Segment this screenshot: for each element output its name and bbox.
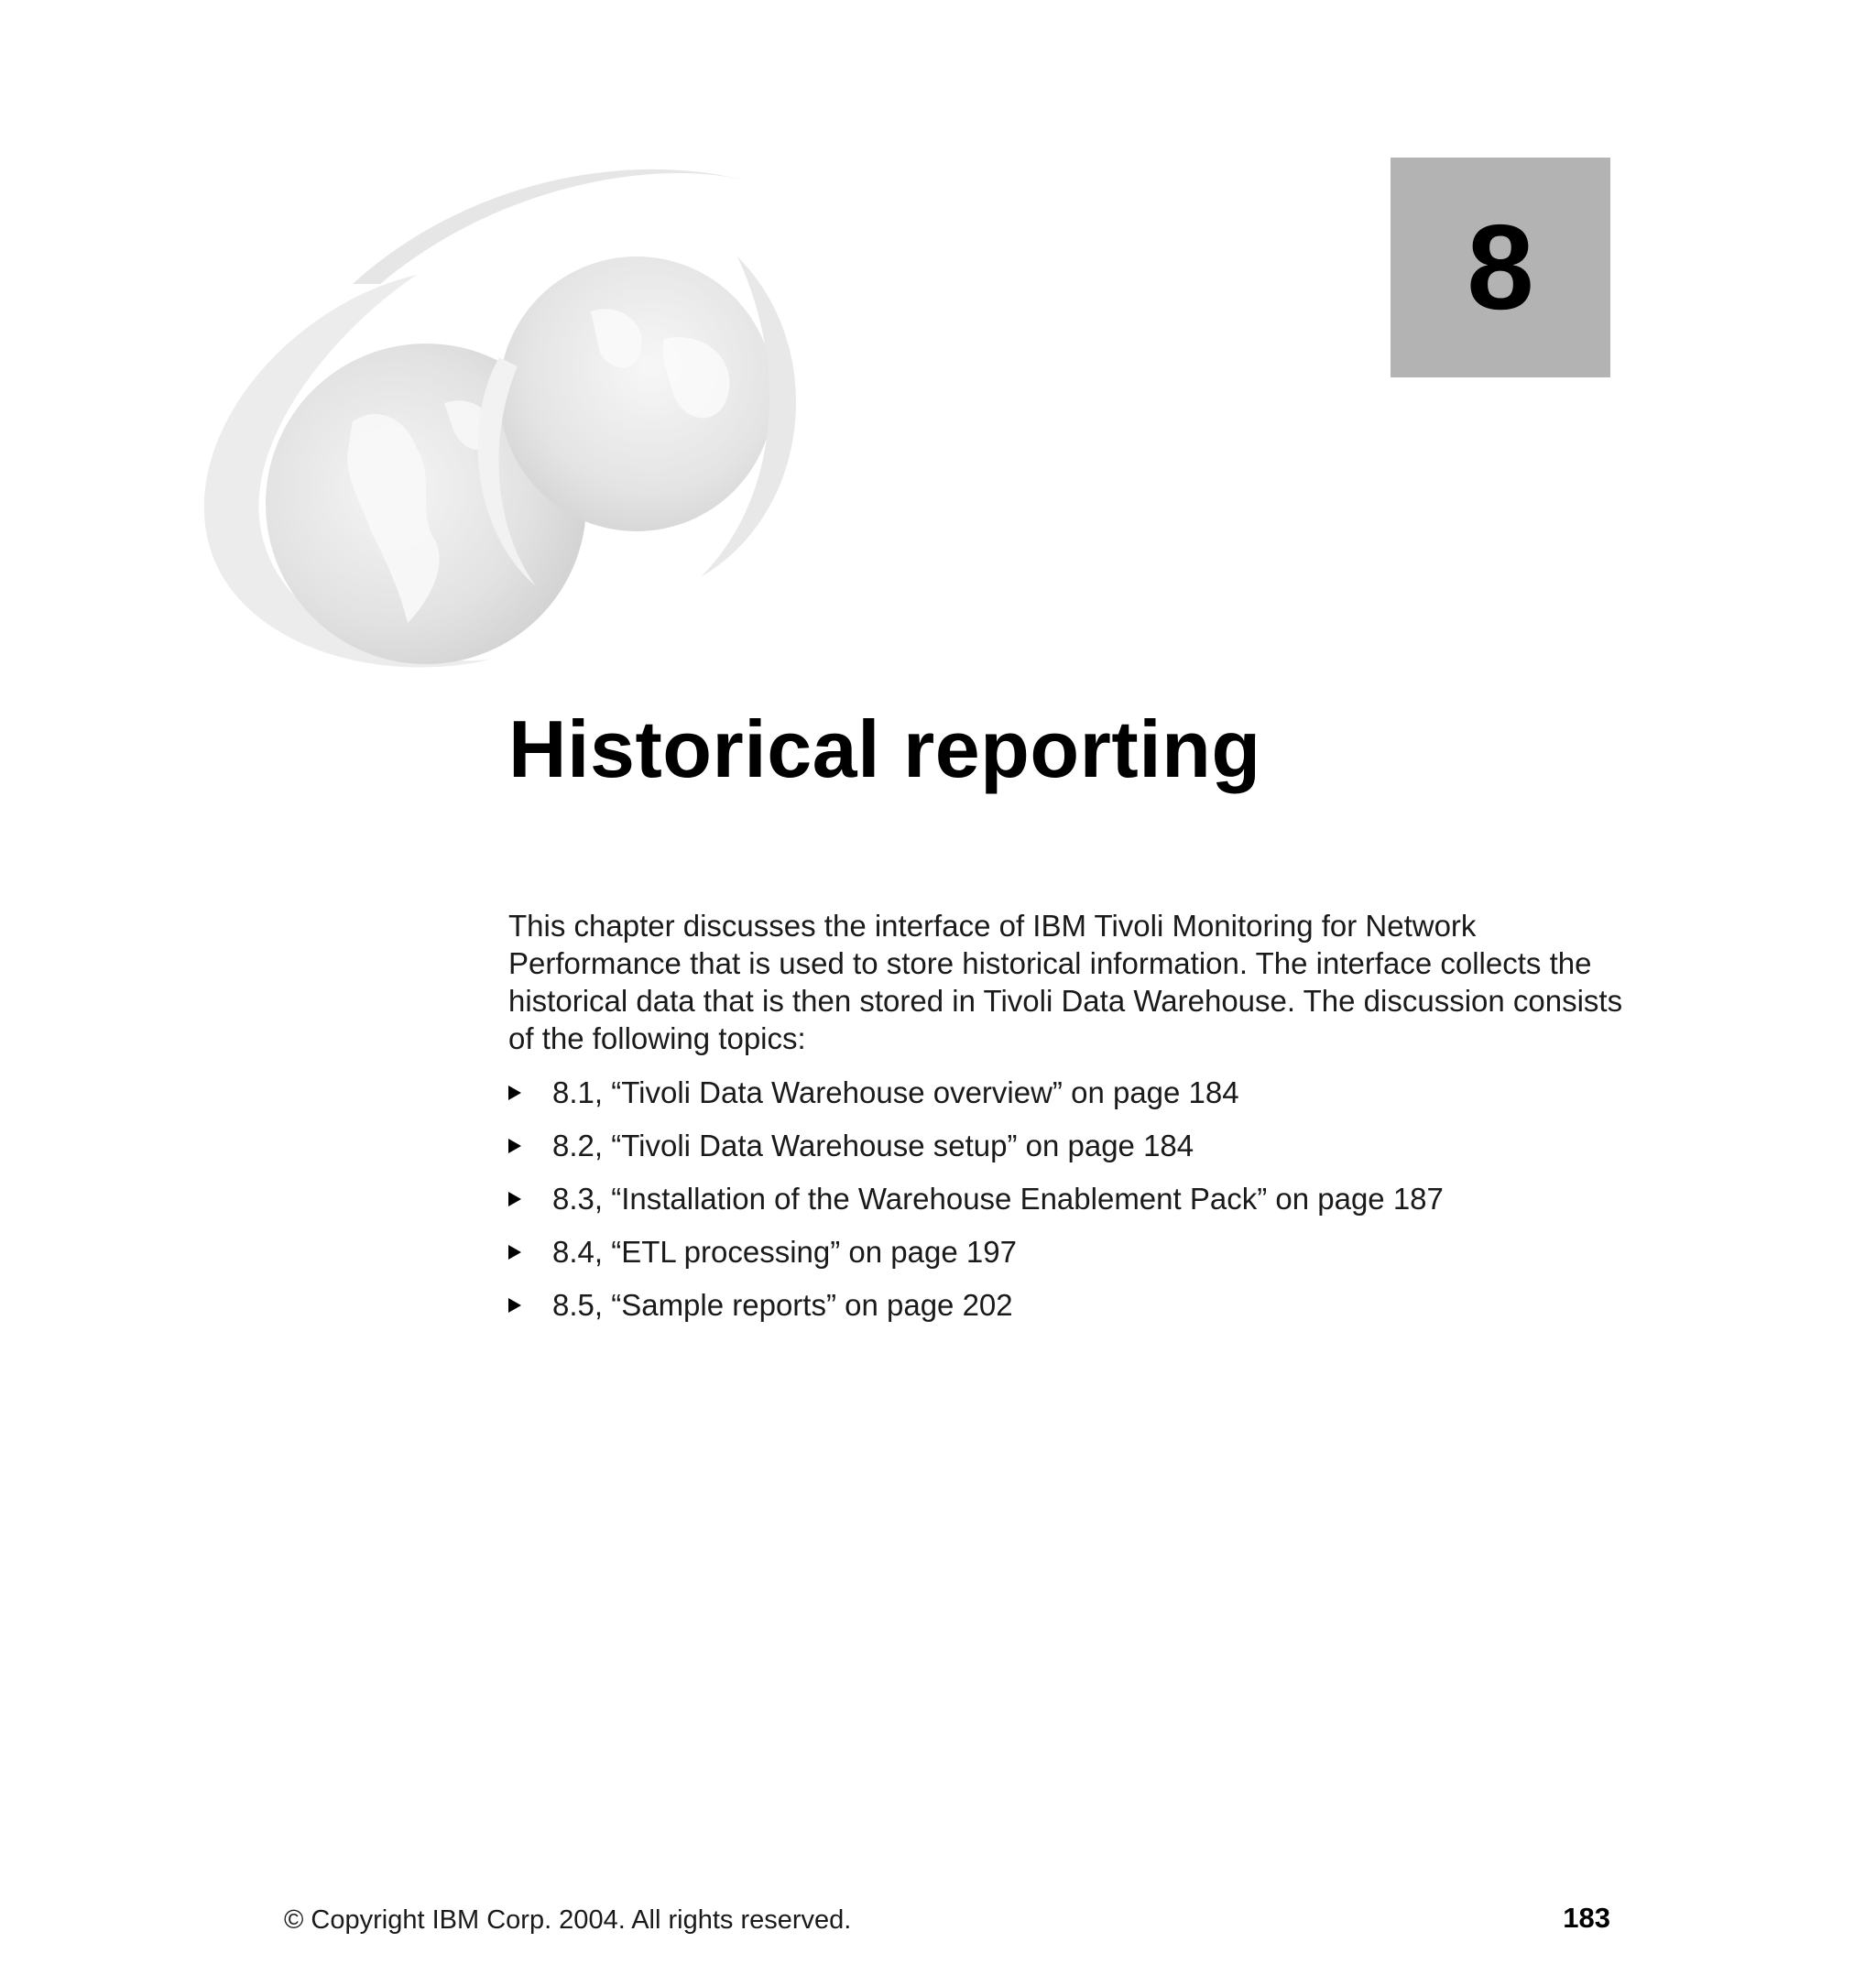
topic-link[interactable]: 8.4, “ETL processing” on page 197 (552, 1235, 1017, 1269)
page-number: 183 (1563, 1902, 1610, 1934)
list-item (508, 1074, 1626, 1127)
triangle-bullet-icon (508, 1127, 552, 1164)
list-item (508, 1127, 1626, 1180)
triangle-bullet-icon (508, 1180, 552, 1217)
intro-paragraph: This chapter discusses the interface of IBM Tivoli Monitoring for Network Performance that is used to store historical information. The interface collects the historical data that is then stored in Tivoli Data Warehouse. The discussion consists of the following topics: (508, 909, 1623, 1055)
triangle-bullet-icon (508, 1233, 552, 1271)
triangle-bullet-icon (508, 1074, 552, 1111)
topic-link[interactable]: 8.5, “Sample reports” on page 202 (552, 1288, 1013, 1322)
globe-swirl-watermark (188, 147, 829, 678)
triangle-bullet-icon (508, 1286, 552, 1324)
topic-link[interactable]: 8.2, “Tivoli Data Warehouse setup” on page 184 (552, 1129, 1194, 1162)
footer-copyright: © Copyright IBM Corp. 2004. All rights reserved. (284, 1905, 852, 1935)
chapter-number-box (1391, 158, 1610, 377)
topic-link[interactable]: 8.1, “Tivoli Data Warehouse overview” on page 184 (552, 1075, 1239, 1109)
topic-list (508, 1074, 1626, 1339)
list-item (508, 1286, 1626, 1339)
chapter-number: 8 (1467, 200, 1534, 334)
topic-link[interactable]: 8.3, “Installation of the Warehouse Enablement Pack” on page 187 (552, 1182, 1444, 1216)
list-item (508, 1180, 1626, 1233)
chapter-title: Historical reporting (508, 704, 1261, 794)
list-item (508, 1233, 1626, 1286)
